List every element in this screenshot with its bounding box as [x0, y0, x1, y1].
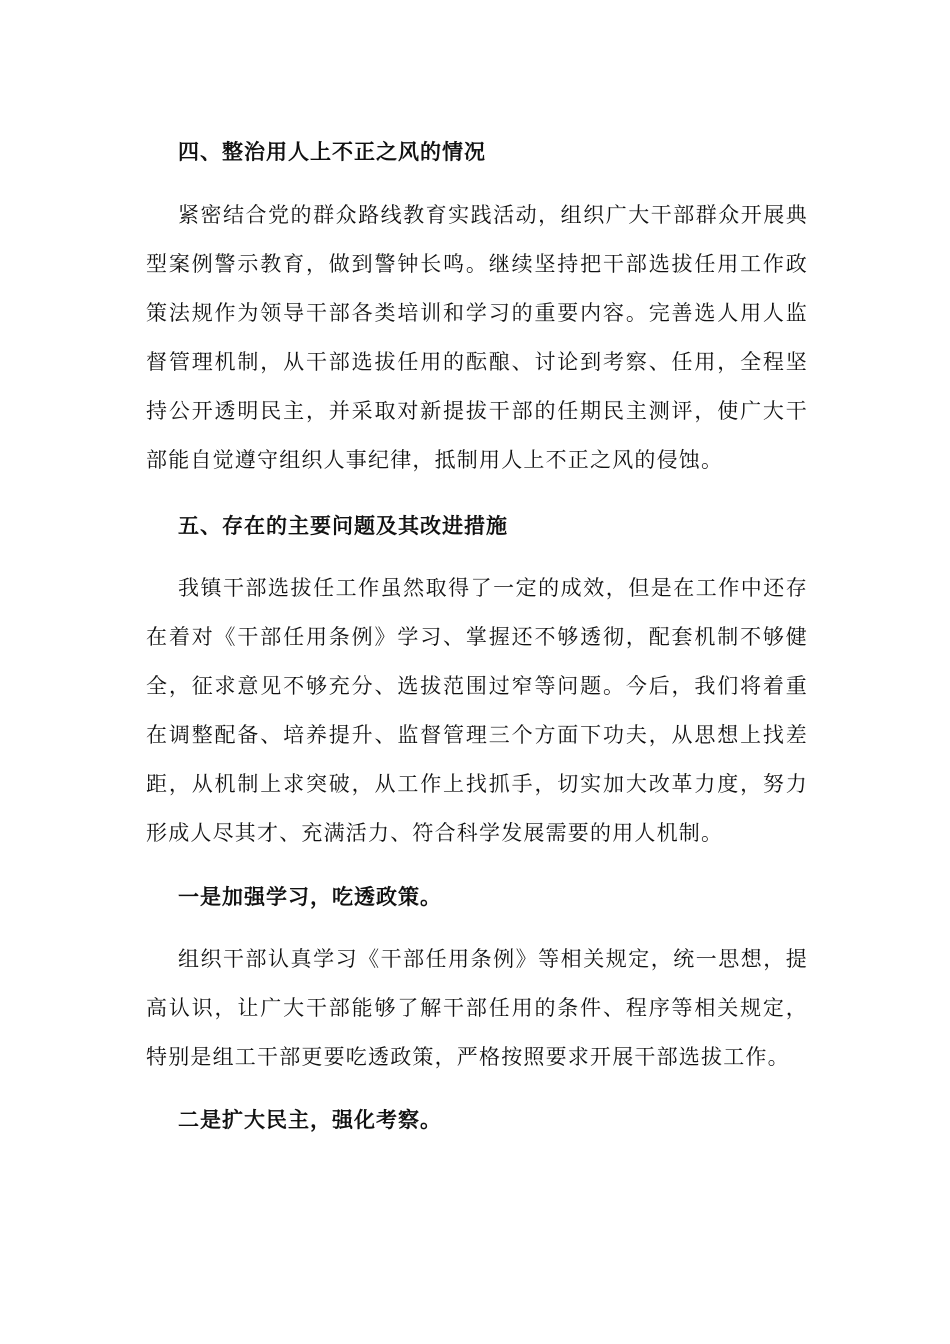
section-5-heading: 五、存在的主要问题及其改进措施 [178, 513, 508, 538]
section-5-body: 我镇干部选拔任工作虽然取得了一定的成效，但是在工作中还存在着对《干部任用条例》学习、掌握还不够透彻，配套机制不够健全，征求意见不够充分、选拔范围过窄等问题。今后，我们将着重在调整配备、培养提升、监督管理三个方面下功夫，从思想上找差距，从机制上求突破，从工作上找抓手，切实加大改革力度，努力形成人尽其才、充满活力、符合科学发展需要的用人机制。 [146, 576, 808, 845]
section-4-heading: 四、整治用人上不正之风的情况 [178, 139, 486, 164]
measure-2-heading: 二是扩大民主，强化考察。 [178, 1107, 442, 1132]
measure-1-body: 组织干部认真学习《干部任用条例》等相关规定，统一思想，提高认识，让广大干部能够了解干部任用的条件、程序等相关规定，特别是组工干部更要吃透政策，严格按照要求开展干部选拔工作。 [146, 947, 808, 1069]
section-4-body: 紧密结合党的群众路线教育实践活动，组织广大干部群众开展典型案例警示教育，做到警钟长鸣。继续坚持把干部选拔任用工作政策法规作为领导干部各类培训和学习的重要内容。完善选人用人监督管理机制，从干部选拔任用的酝酿、讨论到考察、任用，全程坚持公开透明民主，并采取对新提拔干部的任期民主测评，使广大干部能自觉遵守组织人事纪律，抵制用人上不正之风的侵蚀。 [146, 203, 808, 472]
measure-1-heading: 一是加强学习，吃透政策。 [178, 884, 442, 909]
